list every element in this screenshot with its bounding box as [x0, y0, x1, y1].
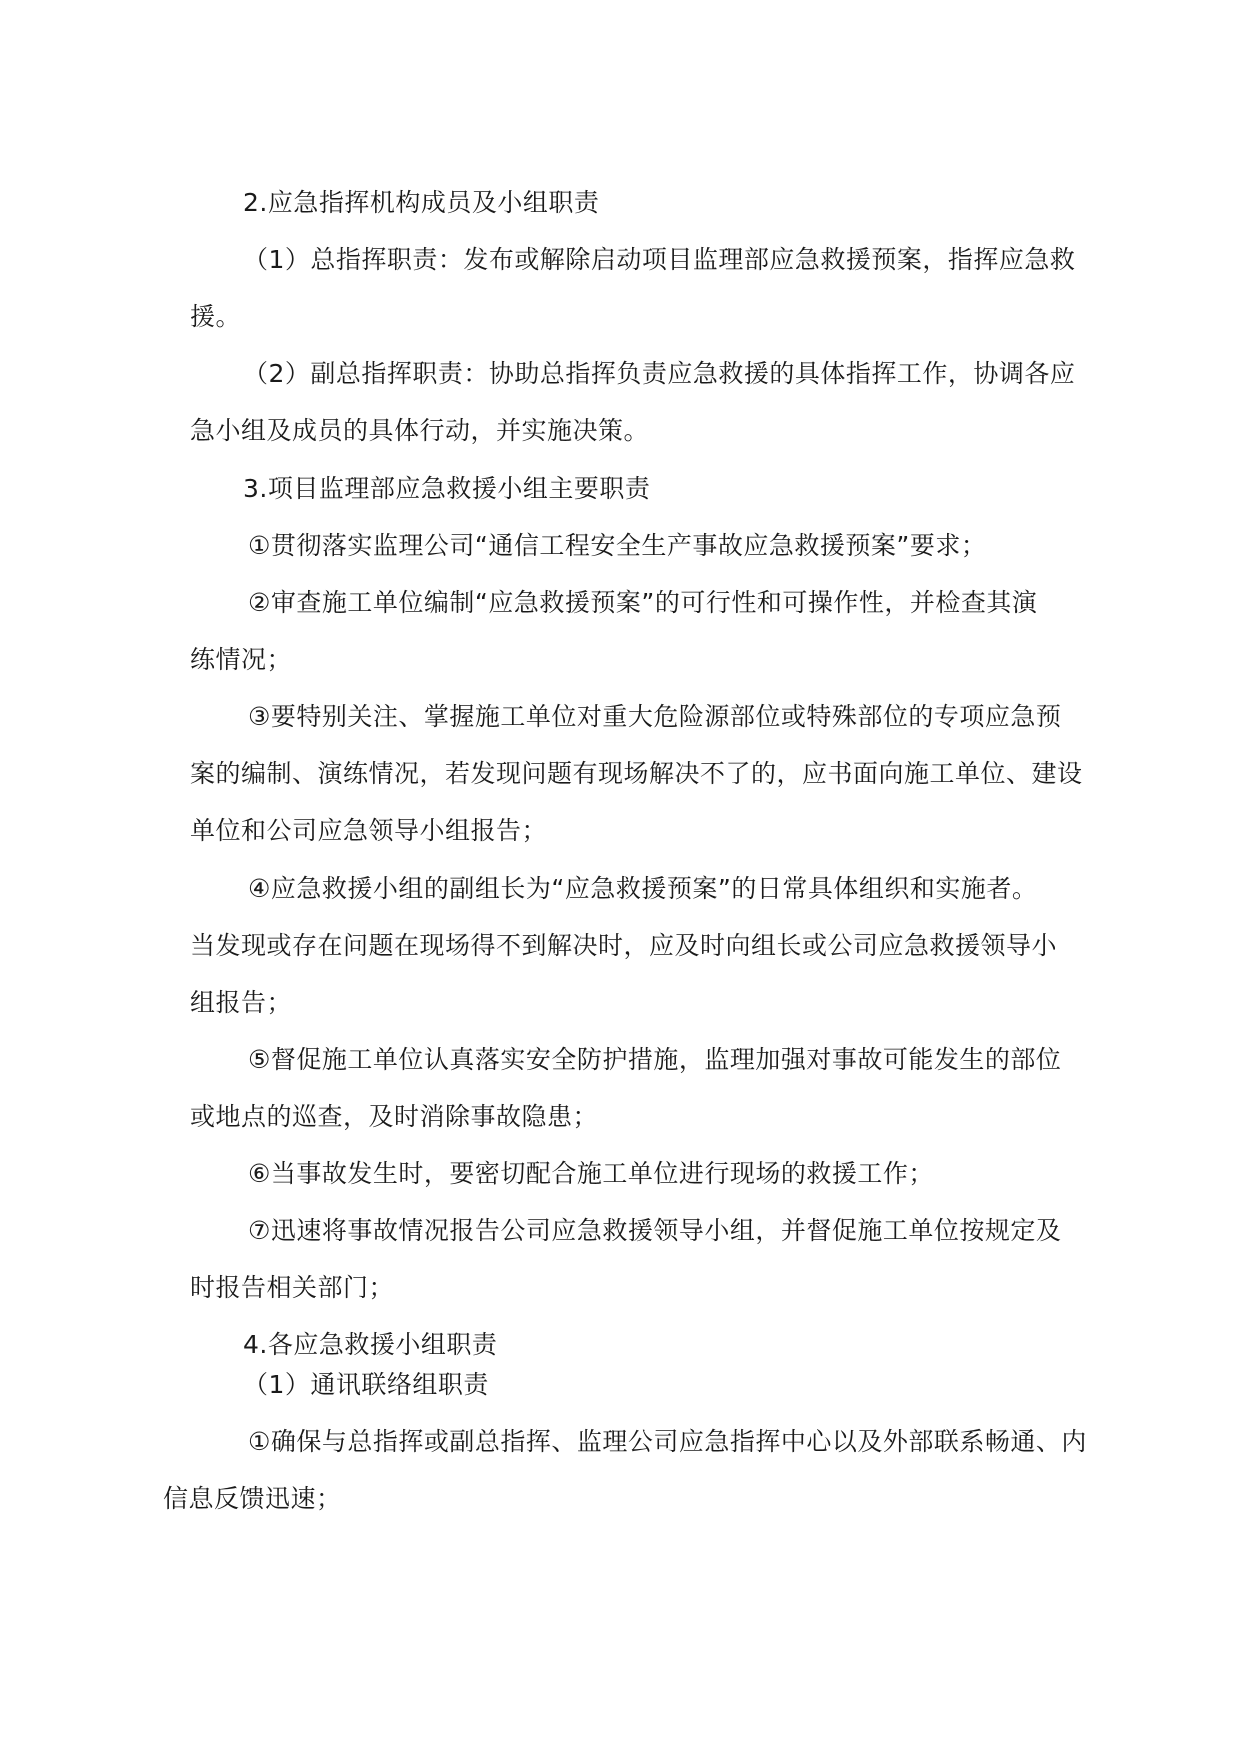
paragraph-line: ④应急救援小组的副组长为“应急救援预案”的日常具体组织和实施者。 [248, 874, 1038, 903]
paragraph-line: （1）总指挥职责：发布或解除启动项目监理部应急救援预案，指挥应急救 [243, 245, 1076, 274]
paragraph-line: 案的编制、演练情况，若发现问题有现场解决不了的，应书面向施工单位、建设 [190, 759, 1083, 788]
paragraph-line: ③要特别关注、掌握施工单位对重大危险源部位或特殊部位的专项应急预 [248, 702, 1062, 731]
subheading-line: （1）通讯联络组职责 [243, 1370, 489, 1399]
paragraph-line: ⑦迅速将事故情况报告公司应急救援领导小组，并督促施工单位按规定及 [248, 1216, 1062, 1245]
paragraph-line: ①确保与总指挥或副总指挥、监理公司应急指挥中心以及外部联系畅通、内 [248, 1427, 1087, 1456]
heading-section-4: 4.各应急救援小组职责 [243, 1330, 498, 1359]
paragraph-line: ⑤督促施工单位认真落实安全防护措施，监理加强对事故可能发生的部位 [248, 1045, 1062, 1074]
heading-section-3: 3.项目监理部应急救援小组主要职责 [243, 474, 651, 503]
paragraph-line: ①贯彻落实监理公司“通信工程安全生产事故应急救援预案”要求； [248, 531, 987, 560]
paragraph-line: ⑥当事故发生时，要密切配合施工单位进行现场的救援工作； [248, 1159, 934, 1188]
paragraph-line: 时报告相关部门； [190, 1273, 395, 1302]
paragraph-line: 信息反馈迅速； [163, 1484, 342, 1513]
paragraph-line: （2）副总指挥职责：协助总指挥负责应急救援的具体指挥工作，协调各应 [243, 359, 1076, 388]
paragraph-line: 单位和公司应急领导小组报告； [190, 816, 548, 845]
paragraph-line: 组报告； [190, 988, 293, 1017]
heading-section-2: 2.应急指挥机构成员及小组职责 [243, 188, 600, 217]
paragraph-line: ②审查施工单位编制“应急救援预案”的可行性和可操作性，并检查其演 [248, 588, 1038, 617]
paragraph-line: 援。 [190, 302, 242, 331]
paragraph-line: 练情况； [190, 645, 293, 674]
paragraph-line: 急小组及成员的具体行动，并实施决策。 [190, 416, 650, 445]
paragraph-line: 当发现或存在问题在现场得不到解决时，应及时向组长或公司应急救援领导小 [190, 931, 1058, 960]
paragraph-line: 或地点的巡查，及时消除事故隐患； [190, 1102, 599, 1131]
